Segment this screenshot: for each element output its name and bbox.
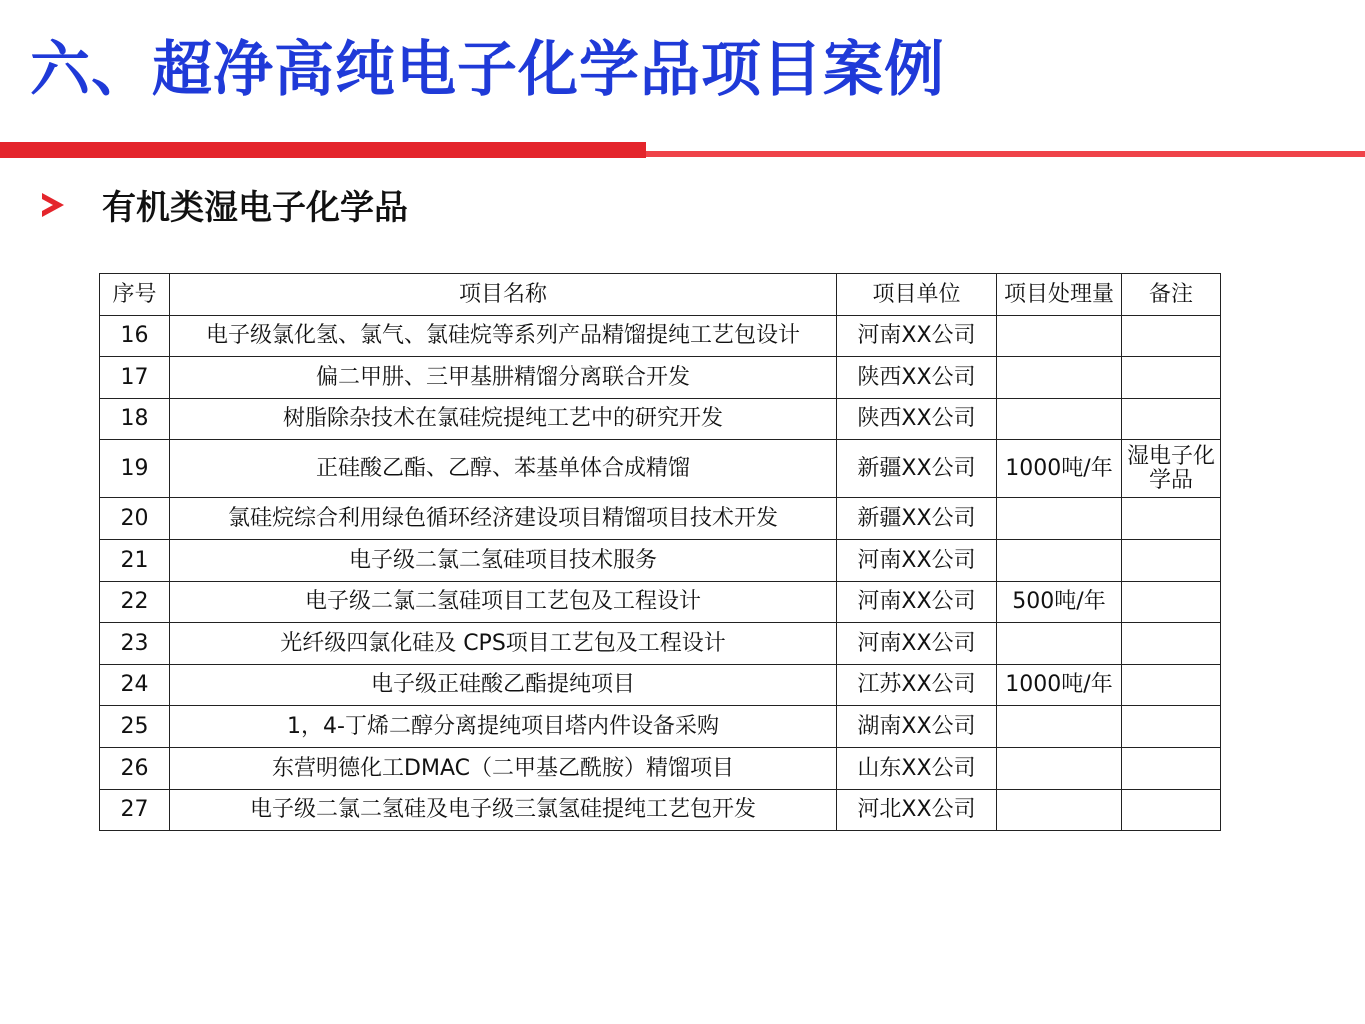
table-row [100,315,1221,357]
cell-name: 电子级正硅酸乙酯提纯项目 [170,664,837,706]
cell-capacity [997,789,1122,831]
project-cases-table [99,273,1221,831]
cell-no: 18 [100,398,170,440]
cell-note [1122,747,1221,789]
page-title: 六、超净高纯电子化学品项目案例 [30,35,945,105]
cell-name: 正硅酸乙酯、乙醇、苯基单体合成精馏 [170,440,837,498]
table-row [100,539,1221,581]
cell-unit: 新疆XX公司 [837,498,997,540]
table-row [100,706,1221,748]
cell-unit: 江苏XX公司 [837,664,997,706]
cell-name: 电子级氯化氢、氯气、氯硅烷等系列产品精馏提纯工艺包设计 [170,315,837,357]
cell-no: 27 [100,789,170,831]
table-row [100,498,1221,540]
cell-no: 23 [100,623,170,665]
header-note: 备注 [1122,274,1221,316]
cell-note [1122,398,1221,440]
cell-no: 20 [100,498,170,540]
cell-unit: 湖南XX公司 [837,706,997,748]
table-header-row [100,274,1221,316]
cell-name: 光纤级四氯化硅及 CPS项目工艺包及工程设计 [170,623,837,665]
cell-note [1122,789,1221,831]
table-row [100,623,1221,665]
cell-no: 16 [100,315,170,357]
cell-capacity: 500吨/年 [997,581,1122,623]
cell-name: 东营明德化工DMAC（二甲基乙酰胺）精馏项目 [170,747,837,789]
cell-capacity: 1000吨/年 [997,664,1122,706]
cell-unit: 河南XX公司 [837,623,997,665]
cell-note [1122,315,1221,357]
cell-unit: 陕西XX公司 [837,357,997,399]
header-capacity: 项目处理量 [997,274,1122,316]
cell-no: 21 [100,539,170,581]
table-row [100,440,1221,498]
section-title: 有机类湿电子化学品 [102,188,408,228]
title-underline-thick [0,142,646,158]
cell-name: 电子级二氯二氢硅项目工艺包及工程设计 [170,581,837,623]
cell-note [1122,539,1221,581]
header-name: 项目名称 [170,274,837,316]
cell-name: 树脂除杂技术在氯硅烷提纯工艺中的研究开发 [170,398,837,440]
title-underline-thin [646,151,1365,157]
cell-unit: 新疆XX公司 [837,440,997,498]
cell-unit: 河南XX公司 [837,315,997,357]
cell-note [1122,623,1221,665]
cell-capacity [997,539,1122,581]
header-unit: 项目单位 [837,274,997,316]
cell-name: 电子级二氯二氢硅项目技术服务 [170,539,837,581]
cell-no: 19 [100,440,170,498]
table-row [100,357,1221,399]
header-no: 序号 [100,274,170,316]
cell-note [1122,664,1221,706]
cell-no: 17 [100,357,170,399]
cell-capacity [997,398,1122,440]
cell-capacity [997,706,1122,748]
cell-note [1122,706,1221,748]
table-row [100,664,1221,706]
cell-no: 25 [100,706,170,748]
cell-no: 22 [100,581,170,623]
cell-name: 1，4-丁烯二醇分离提纯项目塔内件设备采购 [170,706,837,748]
cell-no: 24 [100,664,170,706]
cell-note [1122,498,1221,540]
table-row [100,747,1221,789]
cell-capacity [997,623,1122,665]
cell-capacity [997,357,1122,399]
cell-no: 26 [100,747,170,789]
table-row [100,398,1221,440]
cell-name: 电子级二氯二氢硅及电子级三氯氢硅提纯工艺包开发 [170,789,837,831]
section-heading [42,180,408,229]
cell-capacity: 1000吨/年 [997,440,1122,498]
cell-capacity [997,498,1122,540]
cell-unit: 山东XX公司 [837,747,997,789]
cell-name: 氯硅烷综合利用绿色循环经济建设项目精馏项目技术开发 [170,498,837,540]
cell-unit: 河北XX公司 [837,789,997,831]
cell-unit: 河南XX公司 [837,581,997,623]
cell-note [1122,581,1221,623]
table-row [100,581,1221,623]
cell-capacity [997,747,1122,789]
cell-capacity [997,315,1122,357]
table-row [100,789,1221,831]
cell-unit: 陕西XX公司 [837,398,997,440]
cell-note [1122,357,1221,399]
cell-name: 偏二甲肼、三甲基肼精馏分离联合开发 [170,357,837,399]
cell-unit: 河南XX公司 [837,539,997,581]
cell-note: 湿电子化学品 [1122,440,1221,498]
red-chevron-arrow-icon [42,193,64,217]
